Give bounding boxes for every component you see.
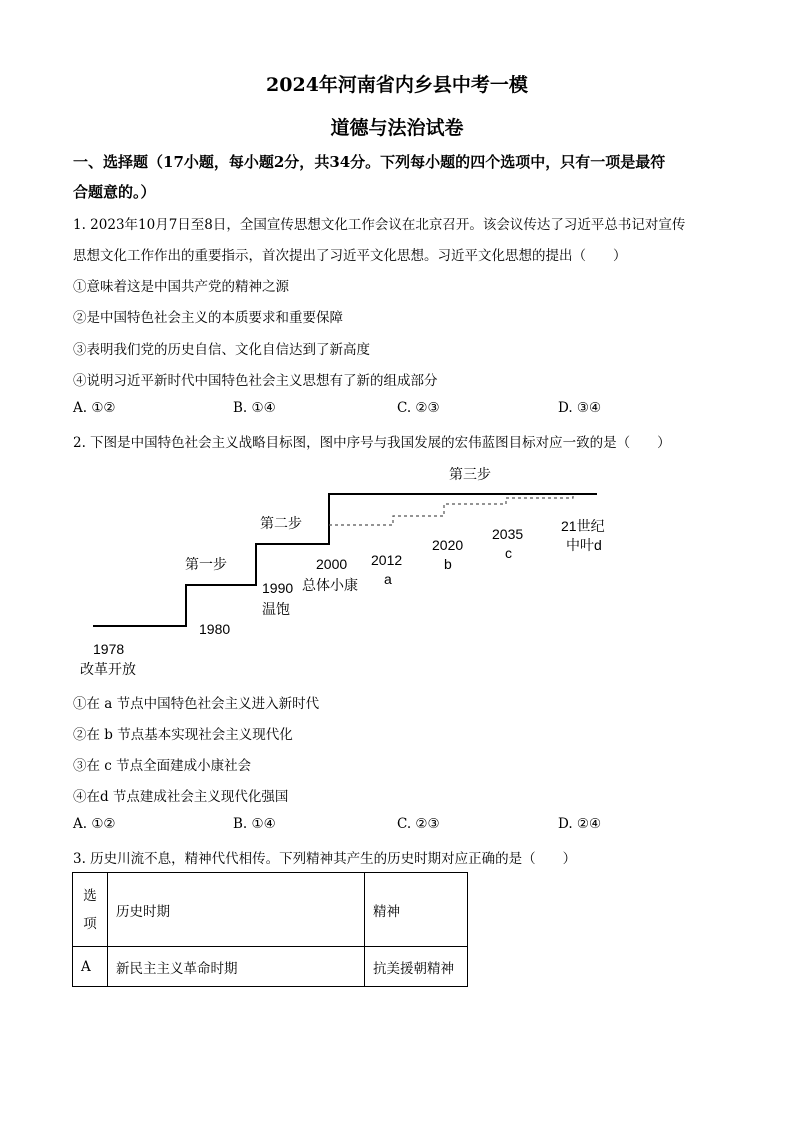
section-heading-line1: 一、选择题（17小题，每小题2分，共34分。下列每小题的四个选项中，只有一项是最符 [73, 153, 666, 171]
q2-option-c[interactable]: C. ②③ [397, 816, 440, 832]
section-heading-line2: 合题意的。） [73, 183, 156, 201]
exam-subtitle: 道德与法治试卷 [330, 117, 464, 139]
label-21st-century: 21世纪 [561, 518, 605, 534]
label-year-2000: 2000 [316, 556, 348, 572]
label-node-c: c [505, 545, 512, 561]
header-spirit-cell: 精神 [365, 873, 468, 947]
q2-statement-4: ④在d 节点建成社会主义现代化强国 [73, 789, 289, 805]
header-option-line2: 项 [83, 915, 97, 932]
q2-option-b[interactable]: B. ①④ [233, 816, 276, 832]
q2-option-d[interactable]: D. ②④ [558, 816, 602, 832]
q1-option-d[interactable]: D. ③④ [558, 400, 602, 416]
q1-stem-line2: 思想文化工作作出的重要指示，首次提出了习近平文化思想。习近平文化思想的提出（ ） [73, 248, 627, 264]
label-node-b: b [444, 556, 452, 572]
q1-option-a[interactable]: A. ①② [73, 400, 116, 416]
label-wenbao: 温饱 [262, 601, 290, 617]
label-node-a: a [384, 571, 392, 587]
header-option-line1: 选 [83, 887, 97, 904]
label-year-1980: 1980 [199, 621, 231, 637]
dashed-substeps-line [329, 494, 573, 525]
q1-option-b[interactable]: B. ①④ [233, 400, 276, 416]
q2-stem: 2. 下图是中国特色社会主义战略目标图，图中序号与我国发展的宏伟蓝图目标对应一致的是（ ） [73, 435, 671, 451]
q1-statement-4: ④说明习近平新时代中国特色社会主义思想有了新的组成部分 [73, 373, 438, 389]
q1-statement-3: ③表明我们党的历史自信、文化自信达到了新高度 [73, 342, 370, 358]
q1-statement-2: ②是中国特色社会主义的本质要求和重要保障 [73, 310, 343, 326]
exam-title: 2024年河南省内乡县中考一模 [266, 74, 528, 96]
q2-statement-2: ②在 b 节点基本实现社会主义现代化 [73, 727, 293, 743]
table-row [73, 947, 468, 987]
label-xiaokang: 总体小康 [302, 577, 358, 593]
label-year-1978: 1978 [93, 641, 125, 657]
header-option-cell [73, 873, 108, 947]
q1-stem-line1: 1. 2023年10月7日至8日，全国宣传思想文化工作会议在北京召开。该会议传达了习近平总书记对宣传 [73, 217, 686, 233]
q3-stem: 3. 历史川流不息，精神代代相传。下列精神其产生的历史时期对应正确的是（ ） [73, 851, 577, 867]
label-step2: 第二步 [260, 515, 302, 531]
label-year-2012: 2012 [371, 552, 403, 568]
header-period-cell: 历史时期 [108, 873, 365, 947]
label-year-2020: 2020 [432, 537, 464, 553]
label-reform: 改革开放 [80, 661, 136, 677]
row-option-cell: A [73, 947, 108, 987]
q3-table [72, 872, 468, 987]
q2-statement-3: ③在 c 节点全面建成小康社会 [73, 758, 252, 774]
q2-option-a[interactable]: A. ①② [73, 816, 116, 832]
table-header-row [73, 873, 468, 947]
q1-option-c[interactable]: C. ②③ [397, 400, 440, 416]
q2-statement-1: ①在 a 节点中国特色社会主义进入新时代 [73, 696, 320, 712]
label-year-2035: 2035 [492, 526, 524, 542]
q1-statement-1: ①意味着这是中国共产党的精神之源 [73, 279, 289, 295]
row-period-cell: 新民主主义革命时期 [108, 947, 365, 987]
label-step3: 第三步 [449, 466, 491, 482]
row-spirit-cell: 抗美援朝精神 [365, 947, 468, 987]
label-step1: 第一步 [185, 556, 227, 572]
label-year-1990: 1990 [262, 580, 294, 596]
label-mid-century-d: 中叶d [566, 537, 602, 553]
